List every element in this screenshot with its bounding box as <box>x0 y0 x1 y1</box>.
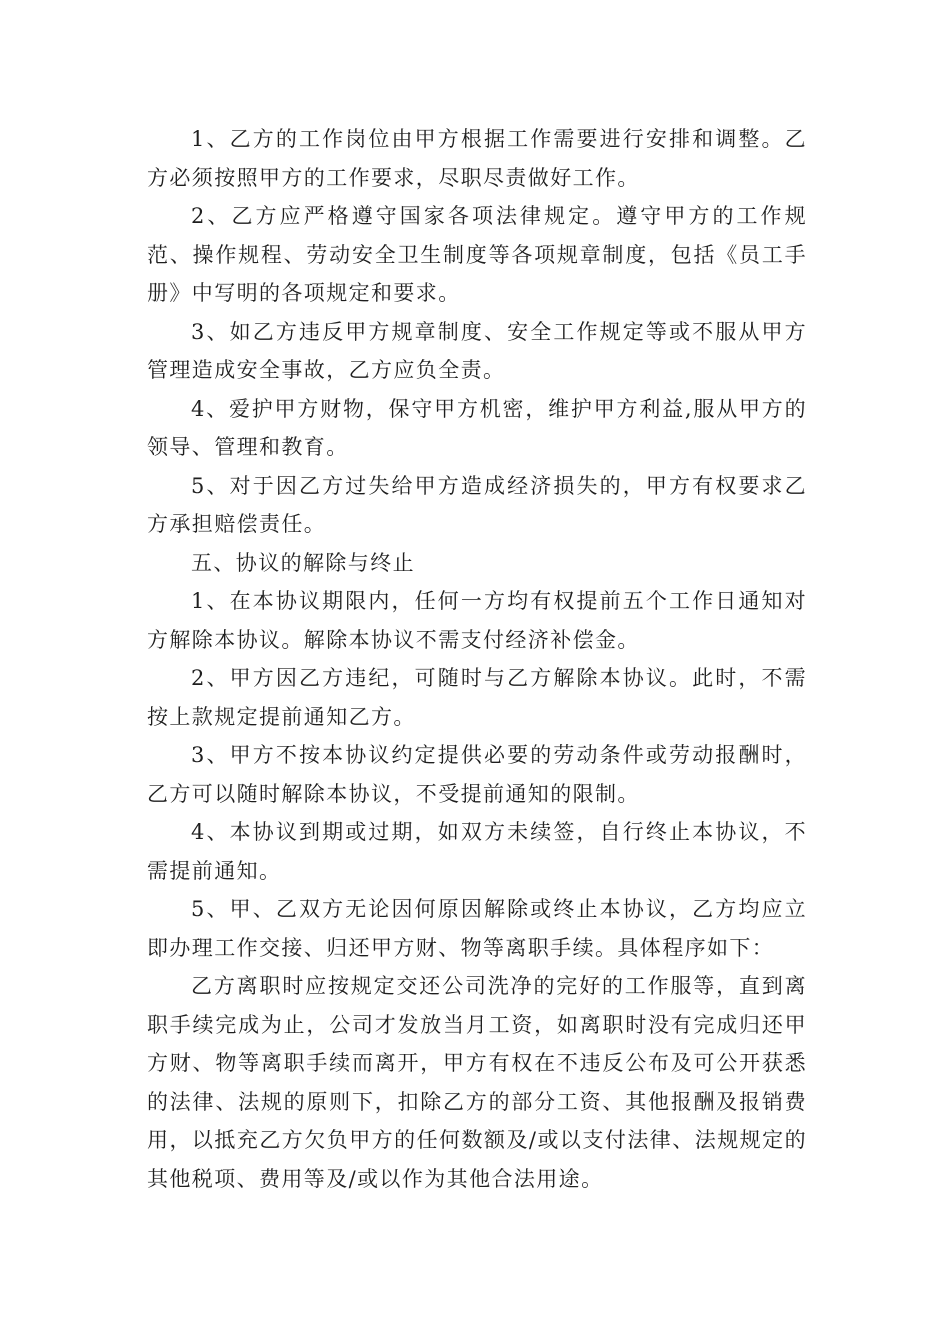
paragraph-clause-5-5: 5、甲、乙双方无论因何原因解除或终止本协议，乙方均应立即办理工作交接、归还甲方财、物等离职手续。具体程序如下： <box>147 897 807 960</box>
paragraph-clause-4-5: 5、对于因乙方过失给甲方造成经济损失的，甲方有权要求乙方承担赔偿责任。 <box>147 473 807 536</box>
paragraph-clause-5-1: 1、在本协议期限内，任何一方均有权提前五个工作日通知对方解除本协议。解除本协议不需支付经济补偿金。 <box>147 589 807 652</box>
document-body <box>147 120 807 1198</box>
paragraph-clause-4-2: 2、乙方应严格遵守国家各项法律规定。遵守甲方的工作规范、操作规程、劳动安全卫生制度等各项规章制度，包括《员工手册》中写明的各项规定和要求。 <box>147 204 807 305</box>
paragraph-clause-4-3: 3、如乙方违反甲方规章制度、安全工作规定等或不服从甲方管理造成安全事故，乙方应负全责。 <box>147 319 807 382</box>
paragraph-clause-5-3: 3、甲方不按本协议约定提供必要的劳动条件或劳动报酬时，乙方可以随时解除本协议，不受提前通知的限制。 <box>147 743 807 806</box>
paragraph-clause-4-4: 4、爱护甲方财物，保守甲方机密，维护甲方利益,服从甲方的领导、管理和教育。 <box>147 396 807 459</box>
paragraph-clause-5-2: 2、甲方因乙方违纪，可随时与乙方解除本协议。此时，不需按上款规定提前通知乙方。 <box>147 666 807 729</box>
paragraph-clause-4-1: 1、乙方的工作岗位由甲方根据工作需要进行安排和调整。乙方必须按照甲方的工作要求，尽职尽责做好工作。 <box>147 127 807 190</box>
section-heading: 五、协议的解除与终止 <box>191 550 415 575</box>
paragraph-resignation-procedure: 乙方离职时应按规定交还公司洗净的完好的工作服等，直到离职手续完成为止，公司才发放当月工资，如离职时没有完成归还甲方财、物等离职手续而离开，甲方有权在不违反公布及可公开获悉的法律、法规的原则下，扣除乙方的部分工资、其他报酬及报销费用，以抵充乙方欠负甲方的任何数额及/或以支付法律、法规规定的其他税项、费用等及/或以作为其他合法用途。 <box>147 974 807 1191</box>
paragraph-clause-5-4: 4、本协议到期或过期，如双方未续签，自行终止本协议，不需提前通知。 <box>147 820 807 883</box>
